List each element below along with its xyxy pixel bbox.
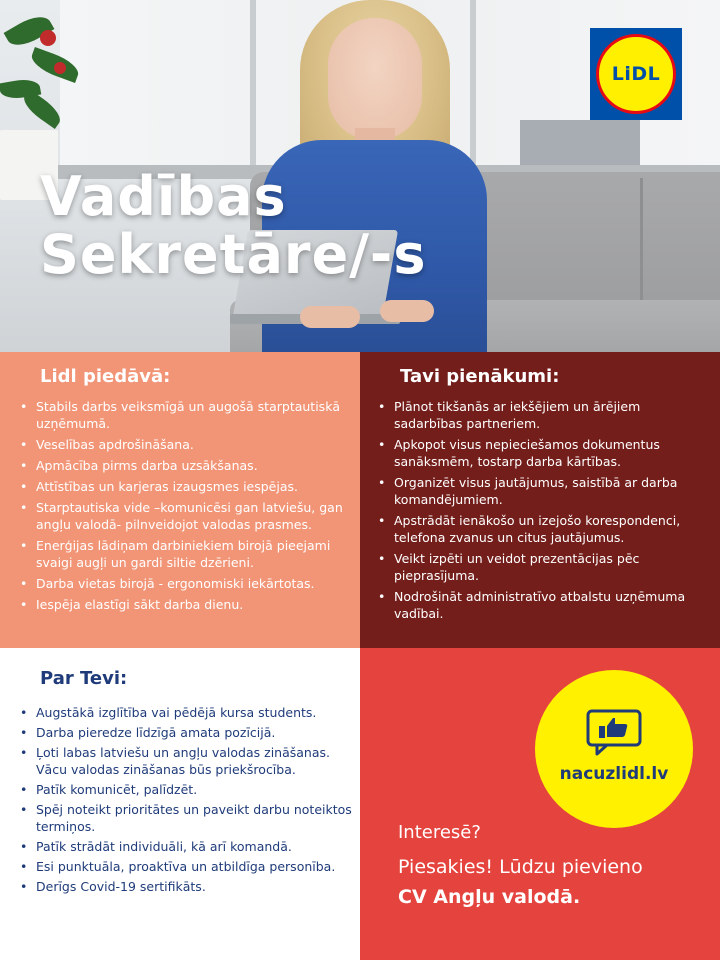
cta-cv-text: CV Angļu valodā. [398, 886, 581, 908]
thumbs-up-icon [585, 708, 643, 756]
list-item: • Ļoti labas latviešu un angļu valodas zināšanas. Vācu valodas zināšanas būs priekšrocība. [20, 744, 355, 778]
woman-hand [380, 300, 434, 322]
woman-face [328, 18, 422, 140]
list-item: • Spēj noteikt prioritātes un paveikt darbu noteiktos termiņos. [20, 801, 355, 835]
list-item: • Enerģijas lādiņam darbiniekiem birojā pieejami svaigi augļi un gardi siltie dzērieni. [20, 537, 345, 571]
list-item: • Apstrādāt ienākošo un izejošo korespondenci, telefona zvanus un citus jautājumus. [378, 512, 703, 546]
apply-panel [360, 648, 720, 960]
list-item: • Starptautiska vide –komunicēsi gan latviešu, gan angļu valodā- pilnveidojot valodas prasmes. [20, 499, 345, 533]
list-item: • Patīk komunicēt, palīdzēt. [20, 781, 355, 798]
offer-list [20, 398, 345, 617]
background-building [520, 120, 640, 165]
duties-list [378, 398, 703, 626]
job-title-line2: Sekretāre/-s [40, 223, 427, 286]
list-item: • Plānot tikšanās ar iekšējiem un ārējiem sadarbības partneriem. [378, 398, 703, 432]
list-item: • Darba vietas birojā - ergonomiski iekārtotas. [20, 575, 345, 592]
list-item: • Veikt izpēti un veidot prezentācijas pēc pieprasījuma. [378, 550, 703, 584]
about-you-heading: Par Tevi: [40, 668, 128, 689]
about-you-panel [0, 648, 360, 960]
window-frame [470, 0, 476, 170]
lidl-logo [590, 28, 682, 120]
duties-heading: Tavi pienākumi: [400, 366, 560, 387]
lidl-logo-text: LiDL [611, 63, 661, 85]
woman-hand [300, 306, 360, 328]
list-item: • Augstākā izglītība vai pēdējā kursa students. [20, 704, 355, 721]
list-item: • Attīstības un karjeras izaugsmes iespējas. [20, 478, 345, 495]
list-item: • Apmācība pirms darba uzsākšanas. [20, 457, 345, 474]
window-frame [250, 0, 256, 170]
about-you-list [20, 704, 355, 898]
offer-panel [0, 352, 360, 648]
plant-flower [40, 30, 56, 46]
cta-apply-text: Piesakies! Lūdzu pievieno [398, 856, 643, 878]
list-item: • Apkopot visus nepieciešamos dokumentus sanāksmēm, tostarp darba kārtības. [378, 436, 703, 470]
list-item: • Stabils darbs veiksmīgā un augošā starptautiskā uzņēmumā. [20, 398, 345, 432]
plant-flower [54, 62, 66, 74]
list-item: • Nodrošināt administratīvo atbalstu uzņēmuma vadībai. [378, 588, 703, 622]
job-title-line1: Vadības [40, 165, 287, 228]
list-item: • Organizēt visus jautājumus, saistībā ar darba komandējumiem. [378, 474, 703, 508]
plant-leaf [19, 89, 65, 129]
list-item: • Esi punktuāla, proaktīva un atbildīga personība. [20, 858, 355, 875]
lidl-logo-circle [596, 34, 676, 114]
offer-heading: Lidl piedāvā: [40, 366, 171, 387]
list-item: • Derīgs Covid-19 sertifikāts. [20, 878, 355, 895]
list-item: • Veselības apdrošināšana. [20, 436, 345, 453]
list-item: • Iespēja elastīgi sākt darba dienu. [20, 596, 345, 613]
list-item: • Patīk strādāt individuāli, kā arī komandā. [20, 838, 355, 855]
careers-url[interactable]: nacuzlidl.lv [559, 764, 669, 784]
duties-panel [360, 352, 720, 648]
hero-photo-banner [0, 0, 720, 352]
list-item: • Darba pieredze līdzīgā amata pozīcijā. [20, 724, 355, 741]
cta-question: Interesē? [398, 822, 481, 843]
job-title [40, 165, 500, 286]
careers-link-badge[interactable] [535, 670, 693, 828]
sofa-seam [640, 178, 643, 318]
